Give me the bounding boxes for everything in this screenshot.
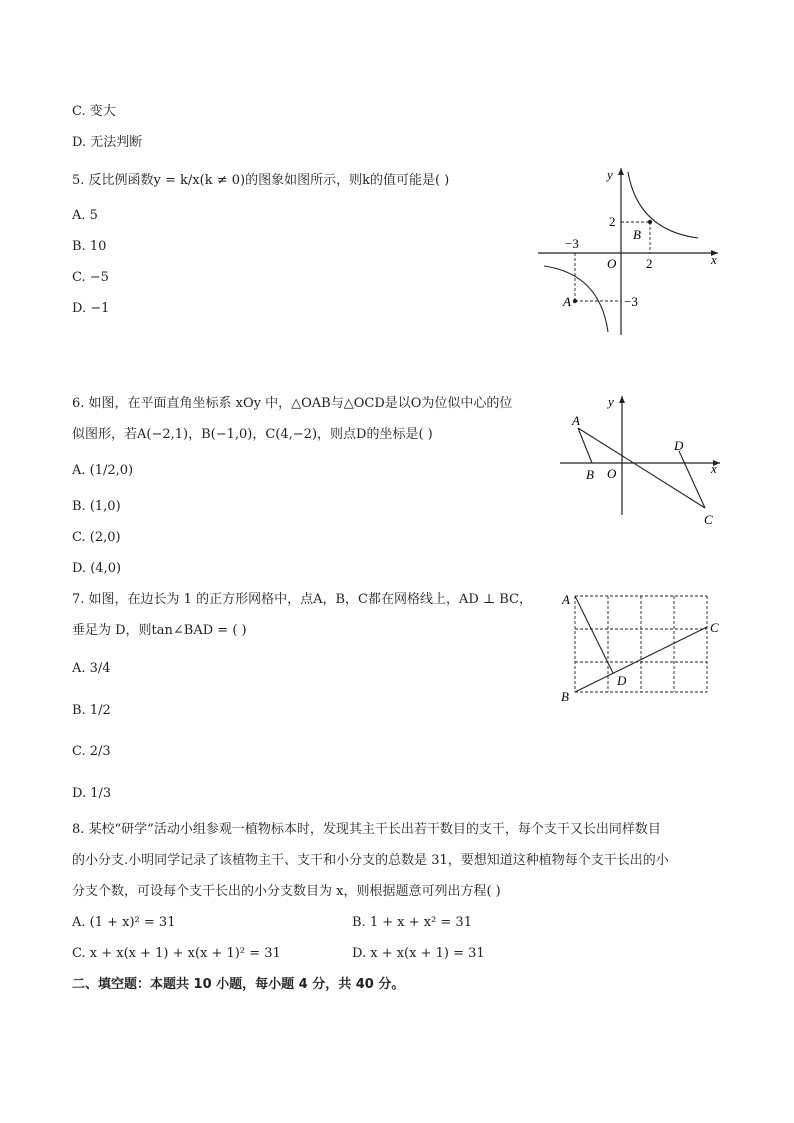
fig5-point-b: B (633, 227, 641, 242)
question-6-line-2: 似图形，若A(−2,1)，B(−1,0)，C(4,−2)，则点D的坐标是( ) (72, 427, 433, 442)
q5-hyperbola-figure (530, 160, 730, 340)
fig5-tick-y-neg3: −3 (624, 294, 638, 309)
fig6-x-label: x (711, 461, 717, 476)
fig5-tick-x2: 2 (646, 256, 653, 271)
fig6-point-a: A (572, 413, 580, 428)
q6-option-b: B. (1,0) (72, 499, 121, 514)
q6-option-c: C. (2,0) (72, 530, 121, 545)
fig7-point-c: C (710, 620, 719, 635)
fig5-y-label: y (607, 167, 613, 182)
fig6-point-c: C (704, 512, 713, 527)
q5-option-c: C. −5 (72, 270, 109, 285)
fig6-point-b: B (586, 467, 594, 482)
fig6-point-d: D (674, 438, 684, 453)
question-7-line-2: 垂足为 D，则tan∠BAD = ( ) (72, 623, 247, 638)
question-6-line-1: 6. 如图，在平面直角坐标系 xOy 中，△OAB与△OCD是以O为位似中心的位 (72, 396, 513, 411)
q6-homothety-figure (555, 390, 730, 535)
option-c-prev: C. 变大 (72, 104, 116, 119)
q5-option-d: D. −1 (72, 301, 110, 316)
fig5-tick-y2: 2 (609, 214, 616, 229)
q6-option-d: D. (4,0) (72, 561, 122, 576)
q8-option-d: D. x + x(x + 1) = 31 (352, 946, 485, 961)
q7-grid-figure (555, 588, 730, 706)
q8-option-a: A. (1 + x)² = 31 (72, 915, 176, 930)
question-5-stem: 5. 反比例函数y = k/x(k ≠ 0)的图象如图所示，则k的值可能是( ) (72, 173, 450, 188)
fig5-origin-label: O (607, 256, 617, 271)
q7-option-b: B. 1/2 (72, 703, 111, 718)
question-7-line-1: 7. 如图，在边长为 1 的正方形网格中，点A，B，C都在网格线上，AD ⊥ BC， (72, 592, 533, 607)
q7-option-a: A. 3/4 (72, 661, 111, 676)
fig7-point-d: D (617, 673, 627, 688)
q5-option-b: B. 10 (72, 239, 107, 254)
fig7-point-b: B (561, 689, 569, 704)
q7-option-d: D. 1/3 (72, 786, 112, 801)
section-2-heading: 二、填空题：本题共 10 小题，每小题 4 分，共 40 分。 (72, 977, 405, 992)
q8-option-b: B. 1 + x + x² = 31 (352, 915, 472, 930)
option-d-prev: D. 无法判断 (72, 135, 143, 150)
fig6-y-label: y (608, 394, 614, 409)
fig5-x-label: x (711, 252, 717, 267)
question-8-line-1: 8. 某校“研学”活动小组参观一植物标本时，发现其主干长出若干数目的支干，每个支干又长出同样数目 (72, 822, 661, 837)
q5-option-a: A. 5 (72, 208, 98, 223)
q8-option-c: C. x + x(x + 1) + x(x + 1)² = 31 (72, 946, 281, 961)
q7-option-c: C. 2/3 (72, 744, 111, 759)
fig5-point-a: A (563, 294, 571, 309)
question-8-line-3: 分支个数，可设每个支干长出的小分支数目为 x，则根据题意可列出方程( ) (72, 884, 501, 899)
question-8-line-2: 的小分支.小明同学记录了该植物主干、支干和小分支的总数是 31，要想知道这种植物每个支干长出的小 (72, 853, 669, 868)
fig6-origin-label: O (607, 466, 617, 481)
fig7-point-a: A (562, 592, 570, 607)
fig5-tick-x-neg3: −3 (565, 236, 579, 251)
q6-option-a: A. (1/2,0) (72, 463, 134, 478)
